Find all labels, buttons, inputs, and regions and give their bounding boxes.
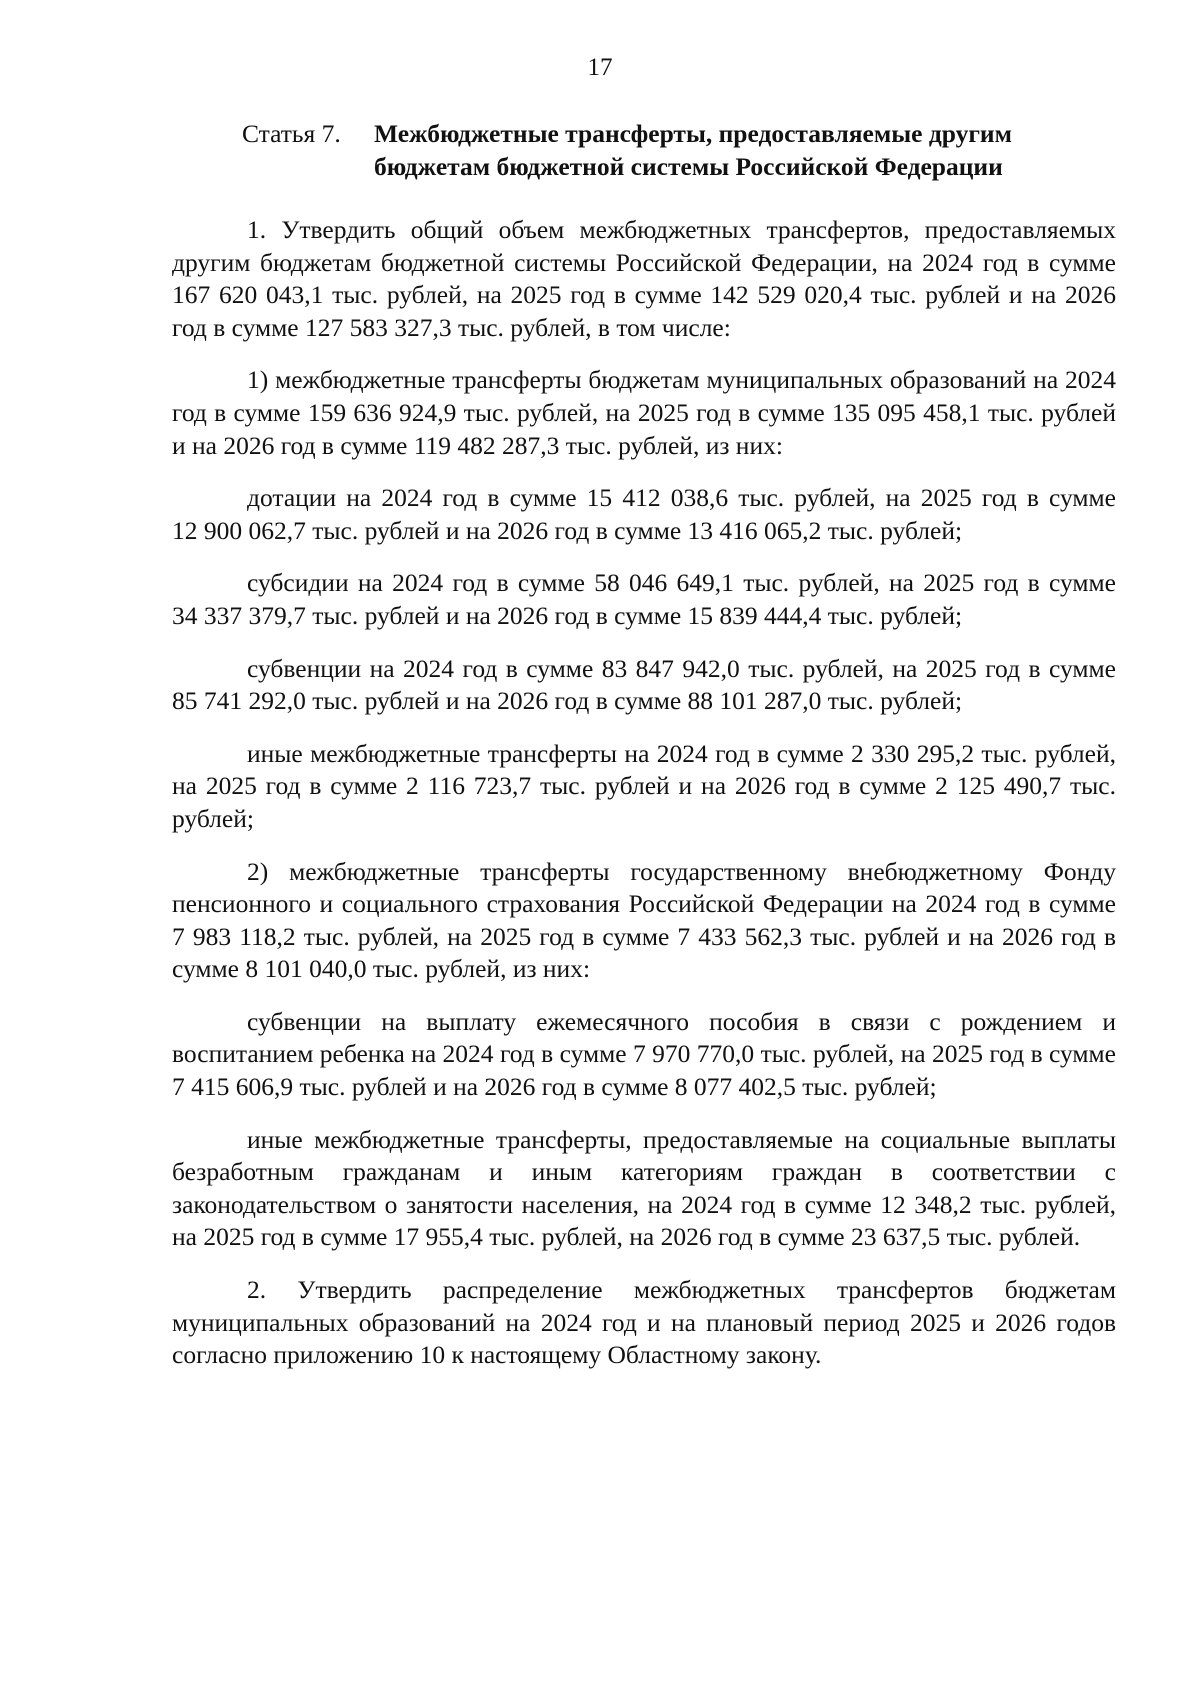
article-body bbox=[172, 214, 1116, 1372]
article-label: Статья 7. bbox=[242, 119, 341, 148]
paragraph-other-transfers: иные межбюджетные трансферты на 2024 год в сумме 2 330 295,2 тыс. рублей, на 2025 год в сумме 2 116 723,7 тыс. рублей и на 2026 год в сумме 2 125 490,7 тыс. рублей; bbox=[172, 738, 1116, 833]
paragraph-pension-fund-transfers: 2) межбюджетные трансферты государственному внебюджетному Фонду пенсионного и социального страхования Российской Федерации на 2024 год в сумме 7 983 118,2 тыс. рублей, на 2025 год в сумме 7 433 562,3 тыс. рублей и на 2026 год в сумме 8 101 040,0 тыс. рублей, из них: bbox=[172, 856, 1116, 984]
paragraph-municipal-transfers: 1) межбюджетные трансферты бюджетам муниципальных образований на 2024 год в сумме 159 636 924,9 тыс. рублей, на 2025 год в сумме 135 095 458,1 тыс. рублей и на 2026 год в сумме 119 482 287,3 тыс. рублей, из них: bbox=[172, 365, 1116, 460]
paragraph-subsidies: субсидии на 2024 год в сумме 58 046 649,1 тыс. рублей, на 2025 год в сумме 34 337 379,7 тыс. рублей и на 2026 год в сумме 15 839 444,4 тыс. рублей; bbox=[172, 568, 1116, 630]
article-title bbox=[374, 117, 1122, 183]
page-number: 17 bbox=[587, 54, 613, 81]
paragraph-subventions: субвенции на 2024 год в сумме 83 847 942,0 тыс. рублей, на 2025 год в сумме 85 741 292,0 тыс. рублей и на 2026 год в сумме 88 101 287,0 тыс. рублей; bbox=[172, 653, 1116, 716]
paragraph-unemployment-transfers: иные межбюджетные трансферты, предоставляемые на социальные выплаты безработным гражданам и иным категориям граждан в соответствии с законодательством о занятости населения, на 2024 год в сумме 12 348,2 тыс. рублей, на 2025 год в сумме 17 955,4 тыс. рублей, на 2026 год в сумме 23 637,5 тыс. рублей. bbox=[172, 1124, 1116, 1252]
article-title-line: Межбюджетные трансферты, предоставляемые другим bbox=[374, 119, 1012, 148]
article-heading bbox=[242, 117, 1122, 183]
paragraph-total-transfers: 1. Утвердить общий объем межбюджетных трансфертов, предоставляемых другим бюджетам бюджетной системы Российской Федерации, на 2024 год в сумме 167 620 043,1 тыс. рублей, на 2025 год в сумме 142 529 020,4 тыс. рублей и на 2026 год в сумме 127 583 327,3 тыс. рублей, в том числе: bbox=[172, 215, 1116, 342]
paragraph-distribution: 2. Утвердить распределение межбюджетных трансфертов бюджетам муниципальных образований на 2024 год и на плановый период 2025 и 2026 годов согласно приложению 10 к настоящему Областному закону. bbox=[172, 1275, 1116, 1370]
paragraph-dotations: дотации на 2024 год в сумме 15 412 038,6 тыс. рублей, на 2025 год в сумме 12 900 062,7 тыс. рублей и на 2026 год в сумме 13 416 065,2 тыс. рублей; bbox=[172, 483, 1116, 545]
paragraph-child-allowance-subventions: субвенции на выплату ежемесячного пособия в связи с рождением и воспитанием ребенка на 2024 год в сумме 7 970 770,0 тыс. рублей, на 2025 год в сумме 7 415 606,9 тыс. рублей и на 2026 год в сумме 8 077 402,5 тыс. рублей; bbox=[172, 1006, 1116, 1102]
article-title-line: бюджетам бюджетной системы Российской Федерации bbox=[374, 152, 1003, 181]
